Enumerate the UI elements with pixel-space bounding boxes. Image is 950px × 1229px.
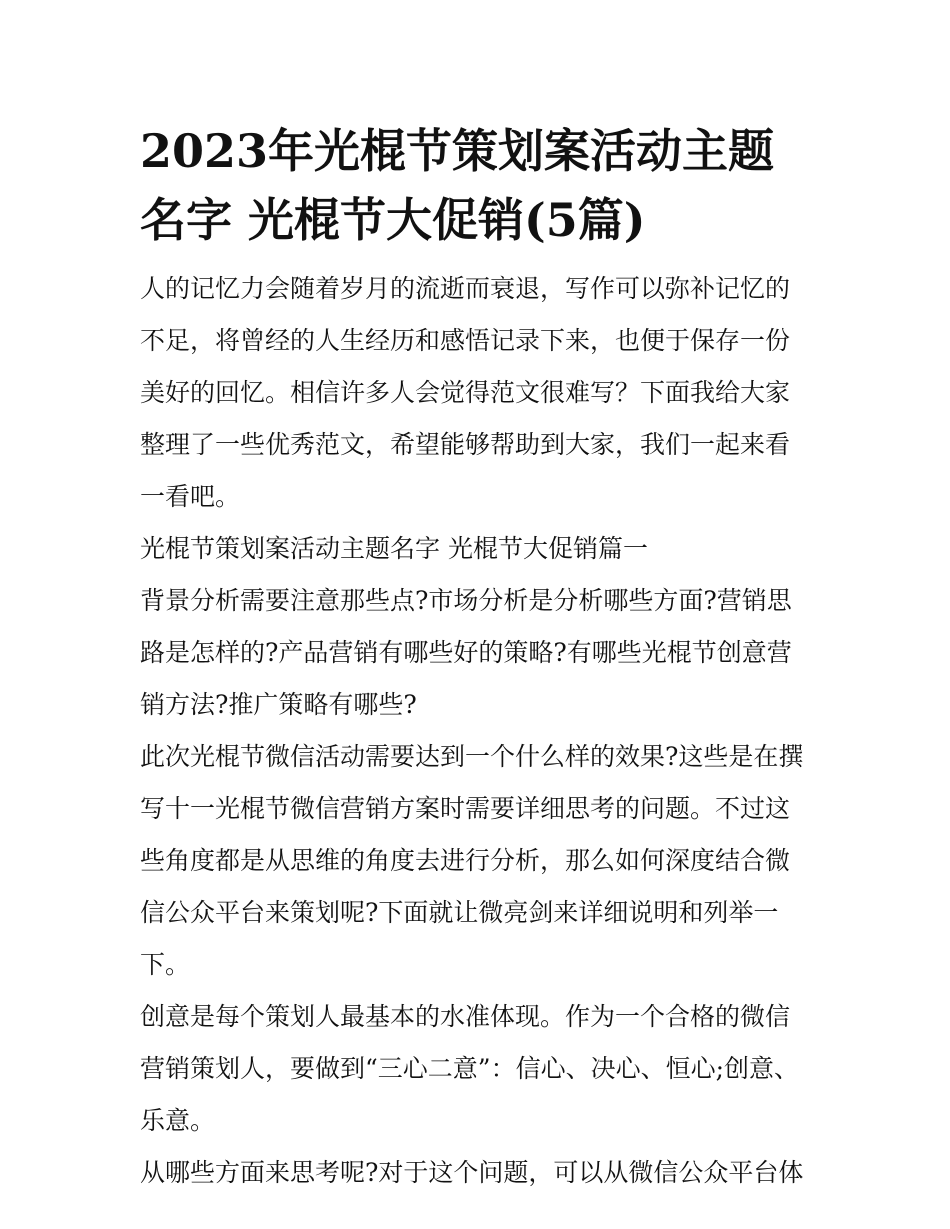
paragraph-goal: 此次光棍节微信活动需要达到一个什么样的效果?这些是在撰写十一光棍节微信营销方案时需要详细思考的问题。不过这些角度都是从思维的角度去进行分析，那么如何深度结合微信公众平台来策划呢?下面就让微亮剑来详细说明和列举一下。 [140,742,804,979]
paragraph-creativity: 创意是每个策划人最基本的水准体现。作为一个合格的微信营销策划人，要做到“三心二意”：信心、决心、恒心;创意、乐意。 [140,1002,799,1135]
paragraph-approach: 从哪些方面来思考呢?对于这个问题，可以从微信公众平台体 [140,1158,804,1187]
paragraph-intro: 人的记忆力会随着岁月的流逝而衰退，写作可以弥补记忆的不足，将曾经的人生经历和感悟记录下来，也便于保存一份美好的回忆。相信许多人会觉得范文很难写？下面我给大家整理了一些优秀范文，希望能够帮助到大家，我们一起来看一看吧。 [140,274,791,511]
paragraph-background: 背景分析需要注意那些点?市场分析是分析哪些方面?营销思路是怎样的?产品营销有哪些好的策略?有哪些光棍节创意营销方法?推广策略有哪些? [140,586,792,719]
document-body [140,117,812,1199]
section-heading: 光棍节策划案活动主题名字 光棍节大促销篇一 [140,534,648,563]
document-title: 2023年光棍节策划案活动主题名字 光棍节大促销(5篇) [140,124,775,247]
